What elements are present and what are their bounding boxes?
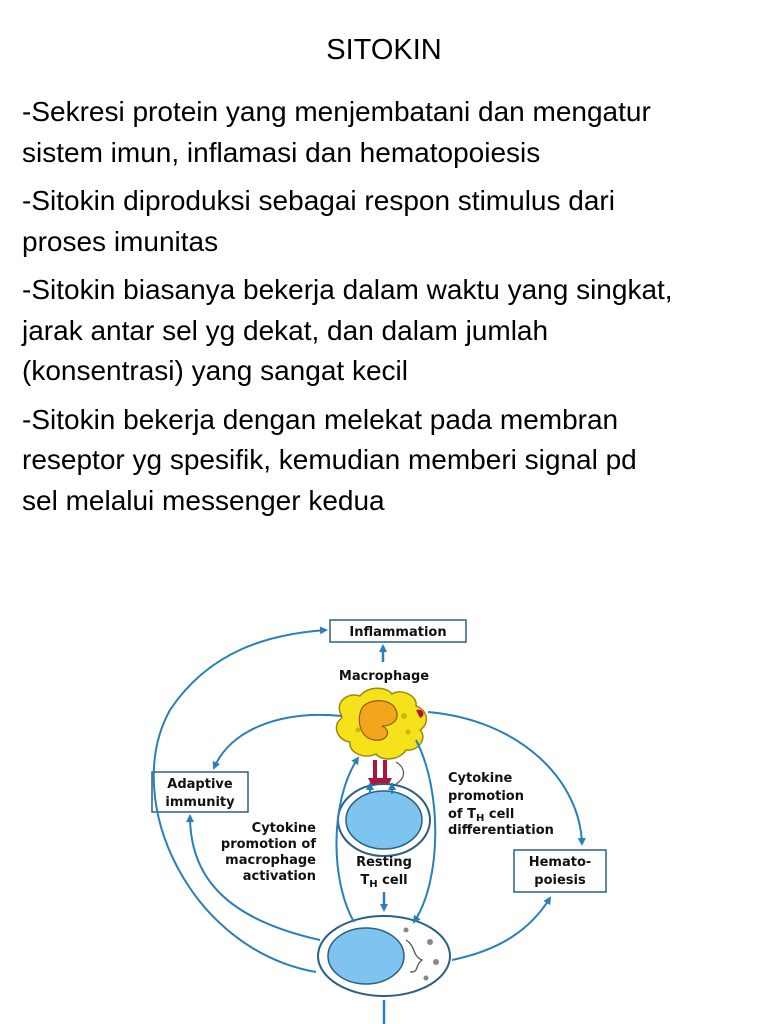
bullet-line: proses imunitas xyxy=(22,225,219,257)
bullet-list xyxy=(22,92,752,529)
cytokine-diagram-svg xyxy=(130,600,630,1024)
macrophage-label: Macrophage xyxy=(338,669,430,684)
activated-th-cell xyxy=(318,916,450,996)
bullet-text: Sitokin bekerja dengan melekat pada membran xyxy=(31,403,619,435)
th-promotion-line2: promotion xyxy=(448,789,524,804)
th-promotion-line4: differentiation xyxy=(448,823,554,838)
bullet-line: sistem imun, inflamasi dan hematopoiesis xyxy=(22,136,541,168)
bullet-item xyxy=(22,400,752,522)
slide-title: SITOKIN xyxy=(326,34,442,66)
bullet-line xyxy=(22,400,752,441)
bullet-text: Sekresi protein yang menjembatani dan mengatur xyxy=(31,96,651,127)
adaptive-label-line1: Adaptive xyxy=(167,777,233,792)
resting-label-line2: $T_H$ cell xyxy=(360,873,408,890)
bullet-line xyxy=(22,270,752,311)
bullet-item xyxy=(22,92,752,173)
bullet-line xyxy=(22,181,752,222)
bullet-dash: - xyxy=(22,96,32,127)
arrow-to-adaptive xyxy=(214,715,342,768)
th-promotion-line1: Cytokine xyxy=(448,771,513,786)
arrow-activated-to-hematopoiesis xyxy=(452,898,550,960)
bullet-line: sel melalui messenger kedua xyxy=(22,484,385,516)
bullet-dash: - xyxy=(22,185,32,216)
bullet-dash: - xyxy=(22,274,32,305)
bullet-line: jarak antar sel yg dekat, dan dalam jumlah xyxy=(22,314,549,346)
macrophage-cell xyxy=(336,688,426,759)
bullet-line xyxy=(22,92,752,133)
bullet-dash: - xyxy=(22,403,32,435)
th-promotion-line3: of $T_H$ cell xyxy=(448,807,515,824)
bullet-line: (konsentrasi) yang sangat kecil xyxy=(22,355,408,386)
bullet-item xyxy=(22,270,752,392)
bullet-item xyxy=(22,181,752,262)
cytokine-diagram xyxy=(130,600,630,1024)
hematopoiesis-line1: Hemato- xyxy=(528,855,592,870)
bullet-text: Sitokin diproduksi sebagai respon stimulus dari xyxy=(31,185,615,216)
activation-line1: Cytokine xyxy=(251,821,316,836)
activation-line3: macrophage xyxy=(225,853,316,868)
activation-line4: activation xyxy=(242,869,316,884)
resting-label-line1: Resting xyxy=(356,855,412,870)
activation-line2: promotion of xyxy=(220,837,316,852)
bullet-text: Sitokin biasanya bekerja dalam waktu yang singkat, xyxy=(31,274,673,305)
bullet-line: reseptor yg spesifik, kemudian memberi signal pd xyxy=(22,444,637,475)
hematopoiesis-line2: poiesis xyxy=(534,873,586,888)
inflammation-label: Inflammation xyxy=(349,625,447,640)
resting-th-cell xyxy=(338,784,430,856)
adaptive-label-line2: immunity xyxy=(165,795,235,810)
